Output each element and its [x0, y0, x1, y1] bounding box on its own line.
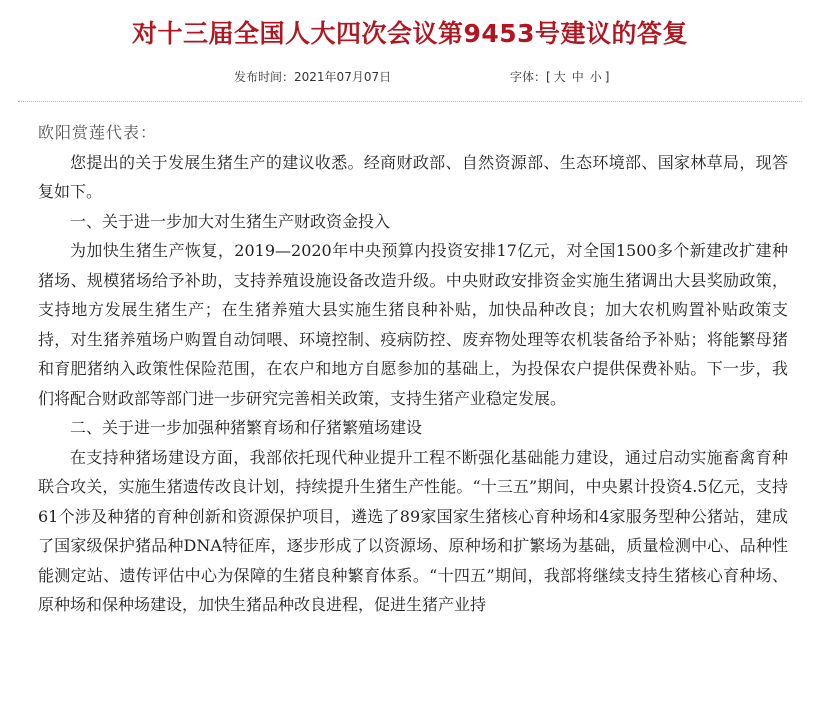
salutation: 欧阳赏莲代表：: [38, 123, 158, 142]
section-1-paragraph: 为加快生猪生产恢复，2019—2020年中央预算内投资安排17亿元，对全国1500多个新建改扩建种猪场、规模猪场给予补助，支持养殖设施设备改造升级。中央财政安排资金实施生猪调出大县奖励政策，支持地方发展生猪生产；在生猪养殖大县实施生猪良种补贴，加快品种改良；加大农机购置补贴政策支持，对生猪养殖场户购置自动饲喂、环境控制、疫病防控、废弃物处理等农机装备给予补贴；将能繁母猪和育肥猪纳入政策性保险范围，在农户和地方自愿参加的基础上，为投保农户提供保费补贴。下一步，我们将配合财政部等部门进一步研究完善相关政策，支持生猪产业稳定发展。: [38, 241, 788, 408]
font-size-large-button[interactable]: 大: [553, 70, 566, 84]
header-divider: [18, 101, 802, 102]
section-2-paragraph: 在支持种猪场建设方面，我部依托现代种业提升工程不断强化基础能力建设，通过启动实施畜禽育种联合攻关，实施生猪遗传改良计划，持续提升生猪生产性能。“十三五”期间，中央累计投资4.5亿元，支持61个涉及种猪的育种创新和资源保护项目，遴选了89家国家生猪核心育种场和4家服务型种公猪站，建成了国家级保护猪品种DNA特征库，逐步形成了以资源场、原种场和扩繁场为基础，质量检测中心、品种性能测定站、遗传评估中心为保障的生猪良种繁育体系。“十四五”期间，我部将继续支持生猪核心育种场、原种场和保种场建设，加快生猪品种改良进程，促进生猪产业持: [38, 447, 788, 614]
section-2-heading: 二、关于进一步加强种猪繁育场和仔猪繁殖场建设: [70, 418, 423, 437]
font-bracket-open: [: [546, 70, 551, 84]
publish-info: [234, 68, 391, 85]
font-bracket-close: ]: [604, 70, 610, 84]
article-body: [38, 118, 788, 620]
section-1-heading: 一、关于进一步加大对生猪生产财政资金投入: [70, 211, 391, 231]
font-size-medium-button[interactable]: 中: [571, 70, 584, 84]
font-size-selector: [510, 68, 609, 85]
publish-label: 发布时间：: [234, 70, 295, 84]
font-size-label: 字体：: [510, 70, 547, 84]
font-size-small-button[interactable]: 小: [589, 70, 602, 84]
article-title: 对十三届全国人大四次会议第9453号建议的答复: [131, 19, 689, 48]
publish-date: 2021年07月07日: [294, 70, 392, 84]
intro-paragraph: 您提出的关于发展生猪生产的建议收悉。经商财政部、自然资源部、生态环境部、国家林草局，现答复如下。: [38, 152, 788, 201]
